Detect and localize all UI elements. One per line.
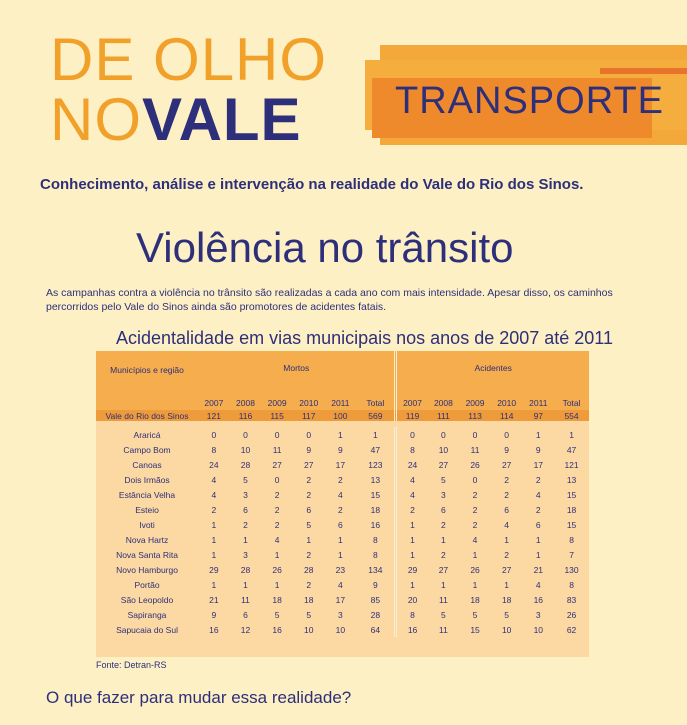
accidents-cell: 24: [396, 457, 428, 472]
accidents-cell: 4: [535, 579, 541, 590]
deaths-cell: 1: [243, 579, 248, 590]
year-header: 2010: [497, 397, 517, 408]
region-deaths-cell: 117: [293, 410, 325, 421]
table-body: [96, 427, 589, 637]
accidents-cell: 1: [396, 547, 428, 562]
municipality-name: São Leopoldo: [120, 594, 174, 605]
deaths-cell: 9: [337, 444, 343, 455]
accidents-cell: 15: [470, 624, 480, 635]
deaths-cell: 16: [272, 624, 282, 635]
group-accidents-header: Acidentes: [396, 351, 589, 395]
accidents-cell: 8: [396, 607, 428, 622]
deaths-cell: 6: [243, 504, 248, 515]
table-row: [96, 577, 589, 592]
accidents-cell: 11: [439, 594, 448, 605]
deaths-cell: 5: [306, 519, 312, 530]
closing-question: O que fazer para mudar essa realidade?: [46, 688, 352, 707]
deaths-cell: 2: [243, 519, 248, 530]
accidents-cell: 11: [470, 444, 480, 455]
deaths-cell: 27: [304, 459, 314, 470]
deaths-cell: 0: [274, 474, 280, 485]
deaths-cell: 27: [272, 459, 282, 470]
accidents-cell: 6: [504, 504, 510, 515]
accidents-cell: 47: [566, 444, 577, 455]
total-header: Total: [366, 397, 385, 408]
deaths-cell: 28: [240, 459, 251, 470]
deaths-cell: 11: [241, 594, 250, 605]
year-header: 2008: [236, 397, 255, 408]
region-deaths-cell: 116: [230, 410, 262, 421]
table-row: [96, 592, 589, 607]
accidents-cell: 18: [470, 594, 480, 605]
accidents-cell: 21: [533, 564, 544, 575]
deaths-cell: 3: [243, 549, 248, 560]
deaths-cell: 12: [240, 624, 251, 635]
region-accidents-cell: 113: [459, 410, 491, 421]
deaths-cell: 123: [368, 459, 383, 470]
accidents-cell: 20: [396, 592, 428, 607]
deaths-cell: 0: [274, 429, 280, 440]
region-accidents-cell: 111: [428, 410, 460, 421]
deaths-cell: 8: [372, 549, 378, 560]
municipality-name: Nova Hartz: [125, 534, 169, 545]
deaths-cell: 29: [209, 564, 219, 575]
table-row: [96, 607, 589, 622]
accidents-cell: 16: [533, 594, 544, 605]
accidents-cell: 0: [504, 429, 510, 440]
accidents-cell: 4: [504, 519, 510, 530]
deaths-cell: 1: [243, 534, 248, 545]
accidents-cell: 7: [569, 549, 574, 560]
municipality-name: Dois Irmãos: [124, 474, 170, 485]
deaths-cell: 4: [337, 489, 343, 500]
deaths-cell: 1: [274, 579, 280, 590]
deaths-cell: 3: [337, 609, 343, 620]
accident-table: [96, 351, 589, 637]
deaths-cell: 5: [306, 609, 312, 620]
municipality-name: Ivoti: [139, 519, 155, 530]
deaths-cell: 13: [370, 474, 381, 485]
year-header: 2009: [267, 397, 287, 408]
accidents-cell: 2: [472, 489, 478, 500]
accidents-cell: 0: [472, 474, 478, 485]
deaths-cell: 5: [274, 609, 280, 620]
deaths-cell: 8: [372, 534, 378, 545]
region-accidents-cell: 119: [396, 410, 428, 421]
region-accidents-cell: 554: [554, 410, 589, 421]
region-deaths-cell: 569: [356, 410, 396, 421]
accidents-cell: 2: [472, 519, 478, 530]
accidents-cell: 2: [504, 474, 510, 485]
accidents-cell: 2: [472, 504, 478, 515]
accidents-cell: 1: [472, 579, 478, 590]
deaths-cell: 18: [370, 504, 381, 515]
deaths-cell: 26: [272, 564, 282, 575]
deaths-cell: 1: [306, 534, 312, 545]
deaths-cell: 23: [335, 564, 346, 575]
page-title: Violência no trânsito: [136, 224, 514, 271]
section-label: TRANSPORTE: [395, 80, 665, 122]
accidents-cell: 5: [472, 609, 478, 620]
deaths-cell: 10: [335, 624, 346, 635]
table-header-row: [96, 351, 589, 395]
accidents-cell: 1: [472, 549, 478, 560]
accidents-cell: 1: [396, 517, 428, 532]
deaths-cell: 10: [304, 624, 314, 635]
total-header: Total: [562, 397, 581, 408]
accidents-cell: 5: [504, 609, 510, 620]
year-header: 2009: [465, 397, 485, 408]
deaths-cell: 4: [274, 534, 280, 545]
accidents-cell: 121: [564, 459, 579, 470]
accidents-cell: 2: [441, 549, 446, 560]
accidents-cell: 29: [396, 562, 428, 577]
deaths-cell: 0: [306, 429, 312, 440]
accidents-cell: 1: [441, 534, 446, 545]
deaths-cell: 17: [335, 459, 346, 470]
accidents-cell: 1: [504, 579, 510, 590]
accidents-cell: 1: [396, 532, 428, 547]
deaths-cell: 4: [211, 489, 217, 500]
deaths-cell: 15: [370, 489, 381, 500]
deaths-cell: 0: [243, 429, 248, 440]
banner-band-strip: [600, 68, 687, 74]
accidents-cell: 83: [566, 594, 577, 605]
deaths-cell: 16: [209, 624, 219, 635]
year-header: 2010: [299, 397, 319, 408]
region-name: Vale do Rio dos Sinos: [96, 410, 198, 421]
accidents-cell: 5: [441, 609, 446, 620]
year-header: 2011: [529, 397, 548, 408]
table-row: [96, 562, 589, 577]
group-deaths-header: Mortos: [283, 363, 310, 373]
accidents-cell: 17: [533, 459, 544, 470]
logo-no: NO: [50, 86, 142, 153]
deaths-cell: 2: [274, 489, 280, 500]
deaths-cell: 6: [243, 609, 248, 620]
deaths-cell: 2: [306, 489, 312, 500]
deaths-cell: 5: [243, 474, 248, 485]
deaths-cell: 6: [306, 504, 312, 515]
accidents-cell: 8: [569, 579, 574, 590]
municipality-name: Estância Velha: [118, 489, 176, 500]
accidents-cell: 9: [504, 444, 510, 455]
region-accidents-cell: 97: [522, 410, 554, 421]
year-header: 2008: [433, 397, 453, 408]
deaths-cell: 28: [240, 564, 251, 575]
table-row: [96, 502, 589, 517]
municipality-name: Araricá: [133, 429, 161, 440]
accidents-cell: 1: [504, 534, 510, 545]
header-banner: [0, 0, 687, 170]
deaths-cell: 2: [306, 579, 312, 590]
table-row: [96, 517, 589, 532]
deaths-cell: 8: [211, 444, 217, 455]
municipality-name: Esteio: [135, 504, 159, 515]
municipality-name: Canoas: [132, 459, 162, 470]
deaths-cell: 18: [272, 594, 282, 605]
tagline: Conhecimento, análise e intervenção na realidade do Vale do Rio dos Sinos.: [40, 176, 584, 193]
table-row: [96, 487, 589, 502]
municipality-name: Sapiranga: [127, 609, 167, 620]
table-row: [96, 547, 589, 562]
year-header: 2011: [331, 397, 350, 408]
accidents-cell: 2: [396, 502, 428, 517]
table-row: [96, 472, 589, 487]
accidents-cell: 15: [566, 519, 577, 530]
deaths-cell: 2: [337, 504, 343, 515]
municipality-name: Novo Hamburgo: [116, 564, 178, 575]
deaths-cell: 9: [306, 444, 312, 455]
accidents-cell: 10: [533, 624, 544, 635]
deaths-cell: 9: [211, 609, 217, 620]
deaths-cell: 2: [306, 474, 312, 485]
accidents-cell: 2: [504, 549, 510, 560]
deaths-cell: 2: [274, 519, 280, 530]
accidents-cell: 0: [396, 427, 428, 442]
deaths-cell: 1: [211, 579, 217, 590]
deaths-cell: 3: [243, 489, 248, 500]
accidents-cell: 26: [470, 459, 480, 470]
deaths-cell: 1: [274, 549, 280, 560]
deaths-cell: 64: [370, 624, 381, 635]
municipality-name: Nova Santa Rita: [116, 549, 178, 560]
deaths-cell: 24: [209, 459, 219, 470]
deaths-cell: 4: [337, 579, 343, 590]
accidents-cell: 13: [566, 474, 577, 485]
deaths-cell: 28: [304, 564, 314, 575]
accident-table-container: [96, 351, 589, 657]
accidents-cell: 4: [535, 489, 541, 500]
deaths-cell: 85: [370, 594, 381, 605]
accidents-cell: 0: [472, 429, 478, 440]
accidents-cell: 2: [535, 504, 541, 515]
table-title: Acidentalidade em vias municipais nos anos de 2007 até 2011: [116, 328, 613, 348]
municipality-name: Sapucaia do Sul: [116, 624, 178, 635]
deaths-cell: 1: [211, 534, 217, 545]
accidents-cell: 18: [501, 594, 512, 605]
accidents-cell: 8: [569, 534, 574, 545]
deaths-cell: 11: [272, 444, 282, 455]
deaths-cell: 1: [337, 429, 343, 440]
accidents-cell: 11: [439, 624, 448, 635]
municipality-name: Portão: [134, 579, 160, 590]
deaths-cell: 2: [274, 504, 280, 515]
accidents-cell: 16: [396, 622, 428, 637]
deaths-cell: 9: [372, 579, 378, 590]
accidents-cell: 15: [566, 489, 577, 500]
deaths-cell: 17: [335, 594, 346, 605]
deaths-cell: 1: [372, 429, 378, 440]
accidents-cell: 26: [470, 564, 480, 575]
accidents-cell: 0: [441, 429, 446, 440]
year-header: 2007: [396, 395, 428, 410]
accidents-cell: 2: [504, 489, 510, 500]
deaths-cell: 0: [211, 429, 217, 440]
accidents-cell: 130: [564, 564, 579, 575]
deaths-cell: 1: [337, 549, 343, 560]
accidents-cell: 62: [566, 624, 577, 635]
accidents-cell: 10: [501, 624, 512, 635]
accidents-cell: 4: [396, 487, 428, 502]
logo-line1: DE OLHO: [50, 26, 328, 93]
deaths-cell: 47: [370, 444, 381, 455]
table-row: [96, 442, 589, 457]
accidents-cell: 3: [535, 609, 541, 620]
accidents-cell: 1: [569, 429, 574, 440]
deaths-cell: 2: [211, 504, 217, 515]
table-row: [96, 622, 589, 637]
accidents-cell: 10: [438, 444, 449, 455]
accidents-cell: 27: [438, 459, 449, 470]
deaths-cell: 21: [209, 594, 219, 605]
deaths-cell: 1: [337, 534, 343, 545]
deaths-cell: 2: [306, 549, 312, 560]
accidents-cell: 1: [535, 549, 541, 560]
accidents-cell: 1: [396, 577, 428, 592]
accidents-cell: 9: [535, 444, 541, 455]
accidents-cell: 6: [441, 504, 446, 515]
deaths-cell: 134: [368, 564, 383, 575]
table-source: Fonte: Detran-RS: [96, 660, 167, 670]
region-deaths-cell: 100: [325, 410, 357, 421]
deaths-cell: 1: [211, 519, 217, 530]
region-deaths-cell: 115: [261, 410, 293, 421]
deaths-cell: 6: [337, 519, 343, 530]
region-total-row: [96, 410, 589, 421]
deaths-cell: 28: [370, 609, 381, 620]
year-header: 2007: [204, 397, 224, 408]
accidents-cell: 1: [535, 534, 541, 545]
accidents-cell: 27: [438, 564, 449, 575]
accidents-cell: 6: [535, 519, 541, 530]
deaths-cell: 2: [337, 474, 343, 485]
accidents-cell: 27: [501, 459, 512, 470]
accidents-cell: 1: [441, 579, 446, 590]
deaths-cell: 16: [370, 519, 381, 530]
logo-vale: VALE: [142, 86, 302, 153]
deaths-cell: 18: [304, 594, 314, 605]
col-region-header: Municípios e região: [110, 365, 184, 375]
accidents-cell: 1: [535, 429, 541, 440]
region-accidents-cell: 114: [491, 410, 523, 421]
region-deaths-cell: 121: [198, 410, 230, 421]
accidents-cell: 4: [472, 534, 478, 545]
accidents-cell: 4: [396, 472, 428, 487]
accidents-cell: 3: [441, 489, 446, 500]
accidents-cell: 18: [566, 504, 577, 515]
accidents-cell: 5: [441, 474, 446, 485]
deaths-cell: 1: [211, 549, 217, 560]
table-row: [96, 457, 589, 472]
accidents-cell: 2: [535, 474, 541, 485]
deaths-cell: 10: [240, 444, 251, 455]
table-row: [96, 532, 589, 547]
intro-paragraph: As campanhas contra a violência no trânsito são realizadas a cada ano com mais intensidade. Apesar disso, os caminhos percorridos pelo Vale do Sinos ainda são promotores de acidentes fatais.: [46, 287, 613, 313]
accidents-cell: 8: [396, 442, 428, 457]
logo-line2: [50, 86, 302, 153]
accidents-cell: 26: [566, 609, 577, 620]
deaths-cell: 4: [211, 474, 217, 485]
table-row: [96, 427, 589, 442]
accidents-cell: 2: [441, 519, 446, 530]
municipality-name: Campo Bom: [123, 444, 171, 455]
accidents-cell: 27: [501, 564, 512, 575]
